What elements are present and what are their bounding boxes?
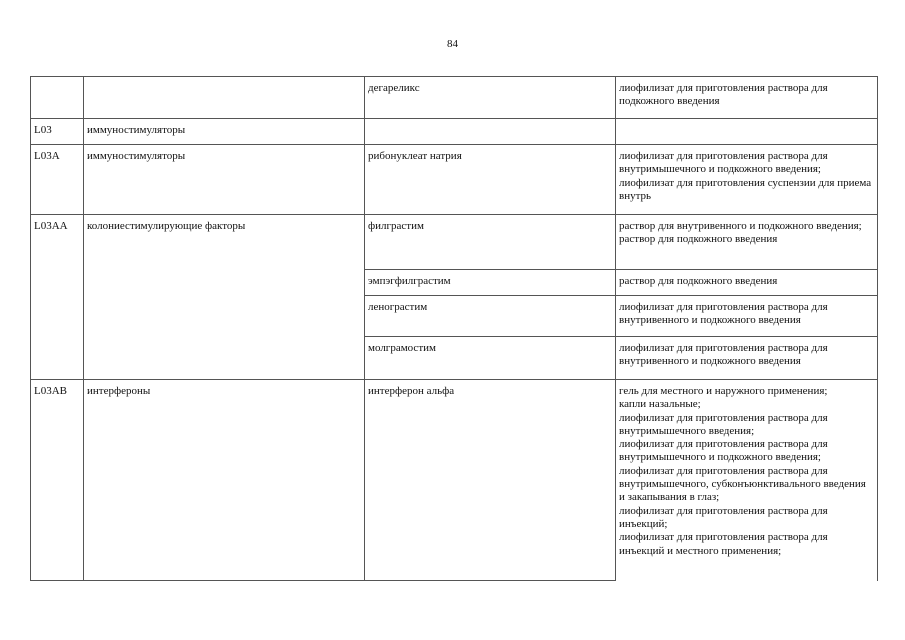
drug-name-cell (365, 119, 616, 145)
table-row (31, 380, 878, 581)
drug-table (30, 76, 878, 581)
dosage-form-cell: лиофилизат для приготовления раствора для внутривенного и подкожного введения (616, 296, 878, 337)
dosage-form-cell: гель для местного и наружного применения; капли назальные; лиофилизат для приготовления раствора для внутримышечного введения; лиофилизат для приготовления раствора для внутримышечного и подкожного введения; лиофилизат для приготовления раствора для внутримышечного, субконъюнктивального введения и закапывания в глаз; лиофилизат для приготовления раствора для инъекций; лиофилизат для приготовления раствора для инъекций и местного применения; (616, 380, 878, 581)
drug-name-cell: рибонуклеат натрия (365, 145, 616, 215)
dosage-form-cell: лиофилизат для приготовления раствора для внутривенного и подкожного введения (616, 337, 878, 380)
table-row (31, 77, 878, 119)
drug-name-cell: эмпэгфилграстим (365, 270, 616, 296)
atc-code-cell: L03A (31, 145, 84, 215)
page-number: 84 (447, 38, 458, 50)
dosage-form-cell (616, 119, 878, 145)
drug-name-cell: ленограстим (365, 296, 616, 337)
drug-name-cell: молграмостим (365, 337, 616, 380)
group-name-cell: колониестимулирующие факторы (84, 215, 365, 380)
group-name-cell: интерфероны (84, 380, 365, 581)
dosage-form-cell: раствор для подкожного введения (616, 270, 878, 296)
group-name-cell (84, 77, 365, 119)
dosage-form-cell: раствор для внутривенного и подкожного введения; раствор для подкожного введения (616, 215, 878, 270)
drug-name-cell: интерферон альфа (365, 380, 616, 581)
drug-name-cell: филграстим (365, 215, 616, 270)
atc-code-cell: L03AA (31, 215, 84, 380)
atc-code-cell: L03AB (31, 380, 84, 581)
dosage-form-cell: лиофилизат для приготовления раствора для внутримышечного и подкожного введения; лиофилизат для приготовления суспензии для приема внутрь (616, 145, 878, 215)
group-name-cell: иммуностимуляторы (84, 119, 365, 145)
table-row (31, 119, 878, 145)
atc-code-cell (31, 77, 84, 119)
table-row (31, 215, 878, 270)
dosage-form-cell: лиофилизат для приготовления раствора для подкожного введения (616, 77, 878, 119)
drug-name-cell: дегареликс (365, 77, 616, 119)
atc-code-cell: L03 (31, 119, 84, 145)
group-name-cell: иммуностимуляторы (84, 145, 365, 215)
table-row (31, 145, 878, 215)
